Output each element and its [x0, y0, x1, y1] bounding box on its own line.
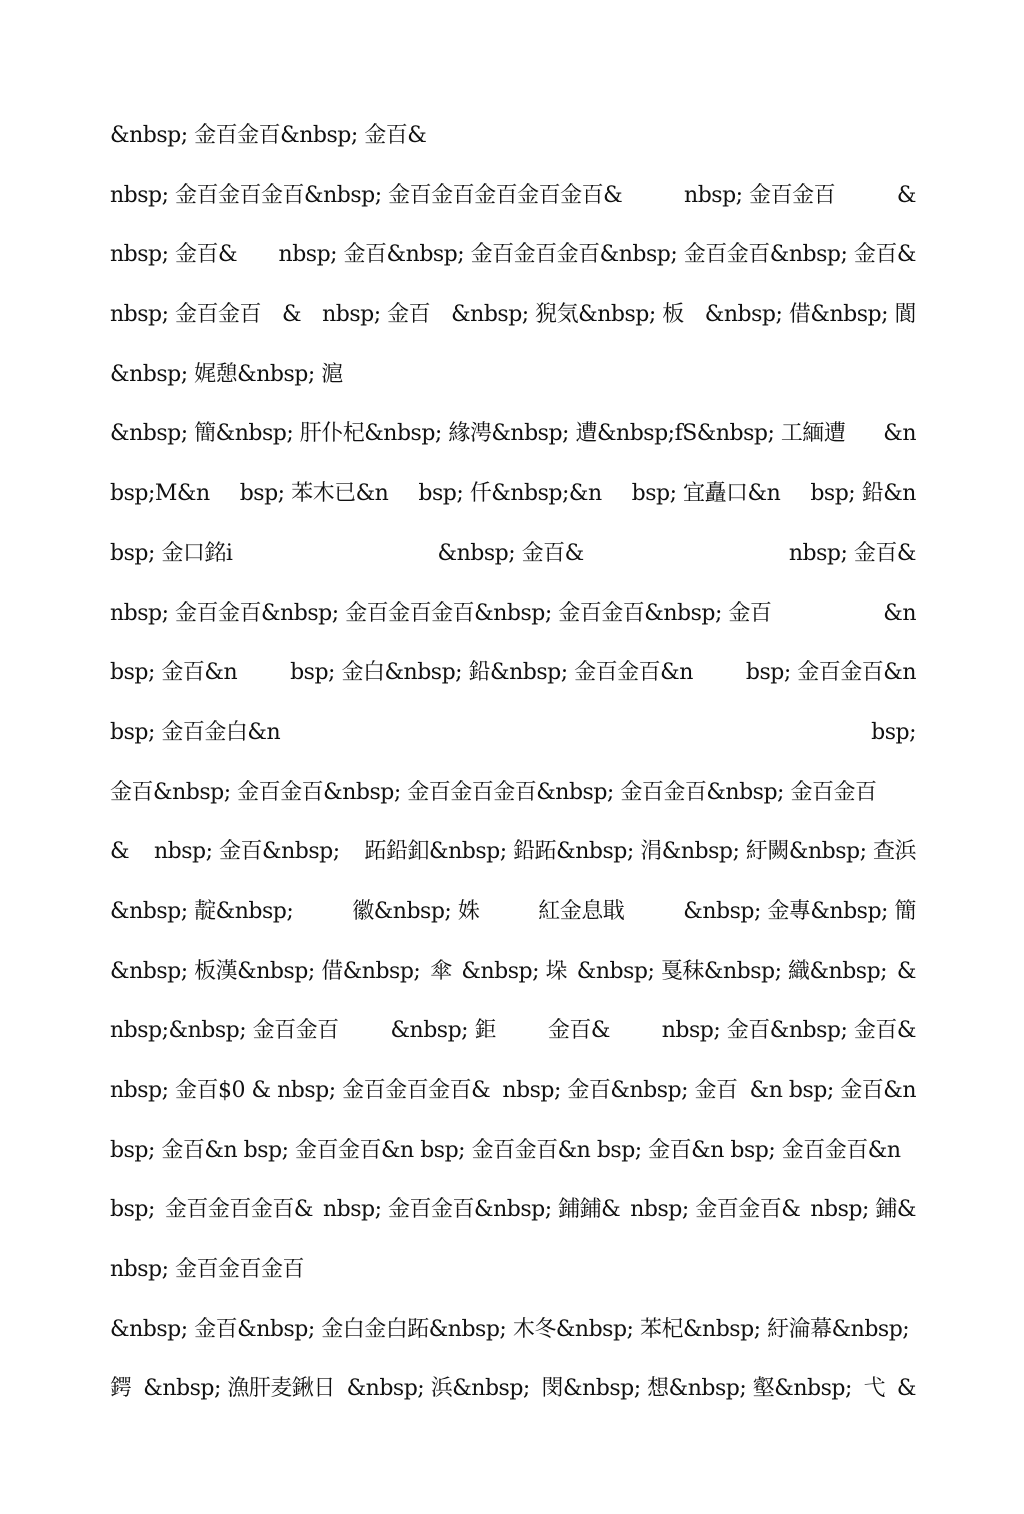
text-segment: &nbsp; 垛	[461, 958, 567, 984]
text-segment: &nbsp; 娓憩&nbsp; 滬	[110, 361, 343, 387]
text-segment: nbsp; 金百&nbsp; 金百金百金百&nbsp; 金百金百&nbsp; 金百&	[278, 242, 916, 268]
text-segment: &nbsp; 簡&nbsp; 肝仆杞&nbsp; 緣涄&nbsp; 遭&nbsp;fS&nbsp; 工緬遭	[110, 421, 846, 447]
text-segment: &	[896, 182, 916, 208]
text-line	[110, 882, 916, 942]
text-line	[110, 1061, 916, 1121]
text-segment: &nbsp; 鉅	[390, 1018, 497, 1044]
text-segment: bsp; 宜矗口&n	[631, 481, 781, 507]
text-segment: nbsp; 金百金百	[110, 302, 262, 328]
text-line	[110, 464, 916, 524]
text-segment: &nbsp; 板漢&nbsp; 借&nbsp;	[110, 958, 421, 984]
text-segment: 徽&nbsp; 姝	[352, 898, 480, 924]
text-line	[110, 524, 916, 584]
text-segment: 傘	[430, 958, 452, 984]
text-segment: &n	[883, 421, 916, 447]
text-segment: 紅金息戢	[538, 898, 625, 924]
text-line	[110, 942, 916, 1002]
text-segment: 鍔	[110, 1376, 132, 1402]
text-segment: &	[896, 958, 916, 984]
text-segment: nbsp; 金百金百&	[630, 1197, 801, 1223]
text-segment: bsp; 金百&n bsp; 金百金百&n bsp; 金百金百&n bsp; 金百&n bsp; 金百金百&n	[110, 1137, 901, 1163]
text-segment: &nbsp; 靛&nbsp;	[110, 898, 294, 924]
text-segment: nbsp; 金百金百金百	[110, 1257, 305, 1283]
text-segment: nbsp; 鋪&	[810, 1197, 916, 1223]
text-segment: bsp; 金口銘i	[110, 540, 233, 566]
text-segment: nbsp; 金百金百	[684, 182, 836, 208]
text-segment: &	[110, 839, 130, 865]
text-segment: &n	[883, 600, 916, 626]
text-segment: &nbsp; 漁肝麦鍬日	[143, 1376, 335, 1402]
text-segment: nbsp; 金百&nbsp; 金百&	[661, 1018, 916, 1044]
text-segment: bsp;	[871, 719, 916, 745]
text-line	[110, 106, 916, 166]
text-line	[110, 345, 916, 405]
text-line	[110, 1240, 916, 1300]
text-segment: nbsp; 金百金百金百&nbsp; 金百金百金百金百金百&	[110, 182, 623, 208]
text-segment: bsp; 金百金百&n	[745, 660, 916, 686]
text-segment: nbsp; 金百&	[788, 540, 916, 566]
text-line	[110, 822, 916, 882]
text-segment: &n bsp; 金百&n	[749, 1078, 916, 1103]
text-line	[110, 703, 916, 763]
text-segment: &nbsp; 金百&nbsp; 金白金白跖&nbsp; 木冬&nbsp; 苯杞&nbsp; 紆淪幕&nbsp;	[110, 1316, 910, 1342]
text-segment: nbsp; 金百金百&nbsp; 鋪鋪&	[322, 1197, 621, 1223]
text-line	[110, 643, 916, 703]
text-segment: &nbsp; 浜&nbsp;	[346, 1376, 530, 1402]
text-segment: nbsp; 金百&nbsp; 金百	[502, 1078, 738, 1103]
text-segment: 閔&nbsp; 想&nbsp; 壑&nbsp;	[541, 1376, 852, 1402]
text-line	[110, 1359, 916, 1419]
text-segment: &nbsp; 猊気&nbsp; 板	[451, 302, 684, 328]
text-segment: 跖鉛釦&nbsp; 鉛跖&nbsp; 涓&nbsp; 紆闕&nbsp; 查浜	[364, 839, 916, 865]
text-segment: nbsp; 金百金百&nbsp; 金百金百金百&nbsp; 金百金百&nbsp; 金百	[110, 600, 772, 626]
text-segment: bsp;M&n	[110, 481, 210, 507]
text-segment: bsp; 鉛&n	[810, 481, 916, 507]
text-line	[110, 1001, 916, 1061]
text-segment: &nbsp; 借&nbsp; 閬	[704, 302, 916, 328]
text-segment: &nbsp; 戛秣&nbsp; 織&nbsp;	[576, 958, 888, 984]
text-segment: bsp; 金百金白&n	[110, 719, 281, 745]
text-segment: nbsp;&nbsp; 金百金百	[110, 1018, 339, 1044]
document-body-text	[110, 106, 916, 1419]
text-line	[110, 1121, 916, 1181]
text-segment: 金百&	[547, 1018, 610, 1044]
text-segment: 弋	[863, 1376, 886, 1402]
text-line	[110, 404, 916, 464]
text-line	[110, 763, 916, 823]
text-line	[110, 225, 916, 285]
text-segment: 金百金百金百&	[164, 1197, 313, 1223]
text-segment: bsp; 仟&nbsp;&n	[418, 481, 602, 507]
text-segment: &	[282, 302, 302, 328]
text-segment: &nbsp; 金百金百&nbsp; 金百&	[110, 123, 427, 148]
text-segment: nbsp; 金百&	[110, 242, 238, 268]
text-segment: bsp; 金百&n	[110, 660, 238, 686]
text-segment: bsp; 苯木已&n	[239, 481, 389, 507]
text-line	[110, 1300, 916, 1360]
text-segment: &	[896, 1376, 916, 1402]
text-segment: bsp;	[110, 1197, 155, 1223]
text-line	[110, 584, 916, 644]
text-segment: &nbsp; 金百&	[437, 540, 584, 566]
text-line	[110, 1180, 916, 1240]
text-segment: nbsp; 金百	[322, 302, 431, 328]
text-segment: &nbsp; 金專&nbsp; 簡	[683, 898, 916, 924]
text-line	[110, 285, 916, 345]
text-segment: bsp; 金白&nbsp; 鉛&nbsp; 金百金百&n	[290, 660, 693, 686]
text-line	[110, 166, 916, 226]
text-segment: nbsp; 金百&nbsp;	[153, 839, 340, 865]
text-segment: nbsp; 金百$0 & nbsp; 金百金百金百&	[110, 1078, 491, 1103]
text-segment: 金百&nbsp; 金百金百&nbsp; 金百金百金百&nbsp; 金百金百&nbsp; 金百金百	[110, 779, 877, 805]
